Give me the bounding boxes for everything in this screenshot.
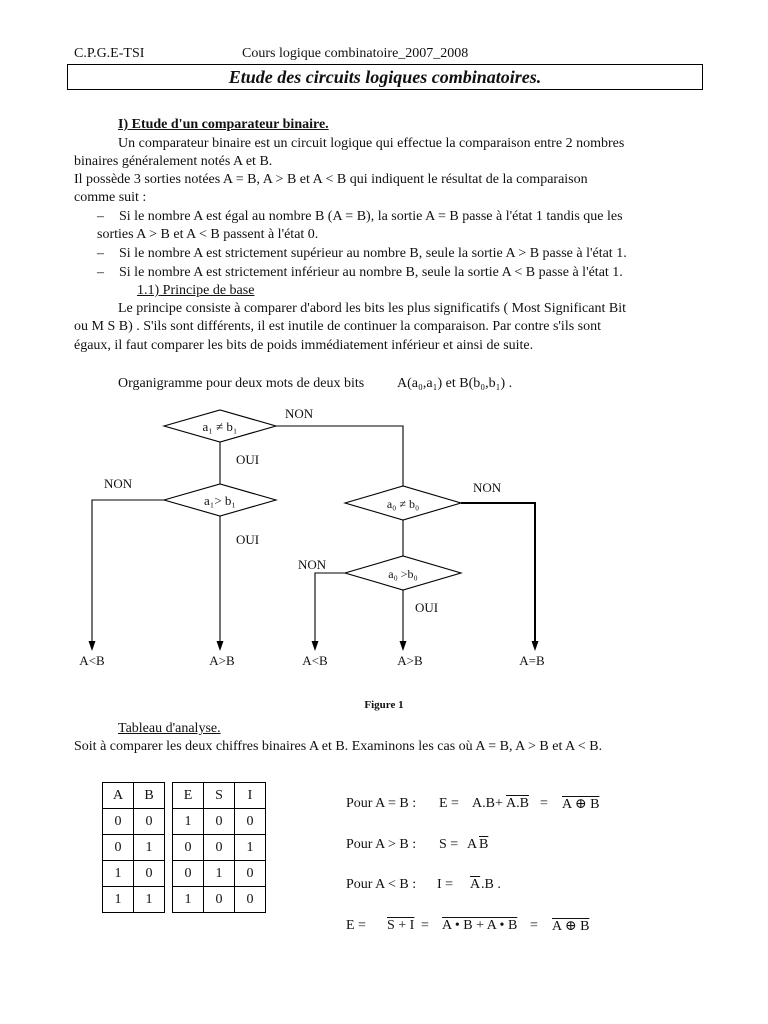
- header-cell: E: [173, 783, 204, 809]
- eq3-label: Pour A < B :: [346, 877, 417, 892]
- table-cell: 1: [103, 861, 134, 887]
- table-cell: 0: [204, 835, 235, 861]
- d2-label: a₁> b₁: [204, 493, 236, 508]
- output-a-less-b: A<B: [302, 653, 328, 668]
- section-heading: I) Etude d'un comparateur binaire.: [118, 117, 329, 132]
- header-cell: A: [103, 783, 134, 809]
- header-cell: S: [204, 783, 235, 809]
- eq2-term-a: A: [467, 837, 478, 852]
- eq2-term-b: $\overline{B}$: [479, 837, 489, 852]
- table-cell: 0: [235, 809, 266, 835]
- principle-line3: égaux, il faut comparer les bits de poids immédiatement inférieur et ainsi de suite.: [74, 338, 534, 353]
- table-cell: 0: [173, 835, 204, 861]
- header-cell: B: [134, 783, 165, 809]
- non-label: NON: [104, 476, 133, 491]
- table-cell: 0: [204, 809, 235, 835]
- eq4-equals: =: [421, 918, 429, 933]
- eq3-lhs: I =: [437, 877, 454, 892]
- oui-label: OUI: [236, 532, 260, 547]
- table-cell: 0: [204, 887, 235, 913]
- table-cell: 0: [235, 861, 266, 887]
- table-cell: 0: [134, 861, 165, 887]
- eq4-term2: A • B + A • B: [442, 918, 518, 933]
- table-cell: 1: [134, 835, 165, 861]
- eq3-term-b: .B .: [481, 877, 501, 892]
- eq2-label: Pour A > B :: [346, 837, 417, 852]
- bullet-marker: –: [97, 265, 104, 280]
- eq4-term1: S + I: [387, 918, 415, 933]
- output-a-equals-b: A=B: [519, 653, 545, 668]
- table-cell: 1: [235, 835, 266, 861]
- page-title: Etude des circuits logiques combinatoires.: [228, 67, 542, 87]
- eq4-lhs: E =: [346, 918, 366, 933]
- subsection-heading: 1.1) Principe de base: [137, 283, 255, 298]
- table-cell: 1: [204, 861, 235, 887]
- bullet-marker: –: [97, 209, 104, 224]
- output-a-less-b: A<B: [79, 653, 105, 668]
- non-label: NON: [285, 406, 314, 421]
- eq1-term-b: A.B: [506, 796, 529, 811]
- table-cell: 1: [134, 887, 165, 913]
- table-cell: 0: [134, 809, 165, 835]
- eq1-equals: =: [540, 796, 548, 811]
- figure-caption: Figure 1: [364, 699, 404, 711]
- eq1-lhs: E =: [439, 796, 459, 811]
- table-cell: 1: [173, 809, 204, 835]
- eq1-label: Pour A = B :: [346, 796, 417, 811]
- header-course: Cours logique combinatoire_2007_2008: [242, 46, 469, 61]
- eq4-rhs: A ⊕ B: [552, 919, 590, 934]
- para1-line2: binaires généralement notés A et B.: [74, 154, 273, 169]
- table-cell: 0: [103, 835, 134, 861]
- truth-table-outputs: [172, 782, 266, 913]
- para2-line2: comme suit :: [74, 190, 147, 205]
- table-cell: 0: [103, 809, 134, 835]
- output-a-greater-b: A>B: [397, 653, 423, 668]
- header-left: C.P.G.E-TSI: [74, 46, 145, 61]
- table-cell: 1: [173, 887, 204, 913]
- output-a-greater-b: A>B: [209, 653, 235, 668]
- truth-table-inputs: [102, 782, 165, 913]
- para2-line1: Il possède 3 sorties notées A = B, A > B et A < B qui indiquent le résultat de la comparaison: [74, 172, 588, 187]
- d3-label: a₀ ≠ b₀: [386, 497, 420, 511]
- bullet1-line1: Si le nombre A est égal au nombre B (A = B), la sortie A = B passe à l'état 1 tandis que les: [119, 209, 623, 224]
- eq2-lhs: S =: [439, 837, 459, 852]
- eq3-term-a: $\overline{A}$: [470, 877, 481, 892]
- principle-line1: Le principe consiste à comparer d'abord les bits les plus significatifs ( Most Significant Bit: [118, 301, 626, 316]
- table-cell: 0: [173, 861, 204, 887]
- table-cell: 0: [235, 887, 266, 913]
- oui-label: OUI: [415, 600, 439, 615]
- eq4-equals: =: [530, 918, 538, 933]
- eq1-term-a: A.B+: [472, 796, 503, 811]
- organigram-intro: Organigramme pour deux mots de deux bits: [118, 376, 365, 391]
- bullet2: Si le nombre A est strictement supérieur au nombre B, seule la sortie A > B passe à l'état 1.: [119, 246, 627, 261]
- oui-label: OUI: [236, 452, 260, 467]
- analysis-heading: Tableau d'analyse.: [118, 721, 221, 736]
- bullet1-line2: sorties A > B et A < B passent à l'état 0.: [97, 227, 319, 242]
- header-cell: I: [235, 783, 266, 809]
- organigram-words: A(a₀,a₁) et B(b₀,b₁) .: [397, 376, 513, 391]
- d4-label: a₀ >b₀: [388, 567, 418, 581]
- analysis-intro: Soit à comparer les deux chiffres binaires A et B. Examinons les cas où A = B, A > B et A < B.: [74, 739, 603, 754]
- non-label: NON: [298, 557, 327, 572]
- para1-line1: Un comparateur binaire est un circuit logique qui effectue la comparaison entre 2 nombres: [118, 136, 625, 151]
- d1-label: a₁ ≠ b₁: [202, 419, 238, 434]
- principle-line2: ou M S B) . S'ils sont différents, il est inutile de continuer la comparaison. Par contre s'ils sont: [74, 319, 601, 334]
- eq1-rhs: A ⊕ B: [562, 797, 600, 812]
- table-cell: 1: [103, 887, 134, 913]
- bullet-marker: –: [97, 246, 104, 261]
- bullet3: Si le nombre A est strictement inférieur au nombre B, seule la sortie A < B passe à l'état 1.: [119, 265, 623, 280]
- non-label: NON: [473, 480, 502, 495]
